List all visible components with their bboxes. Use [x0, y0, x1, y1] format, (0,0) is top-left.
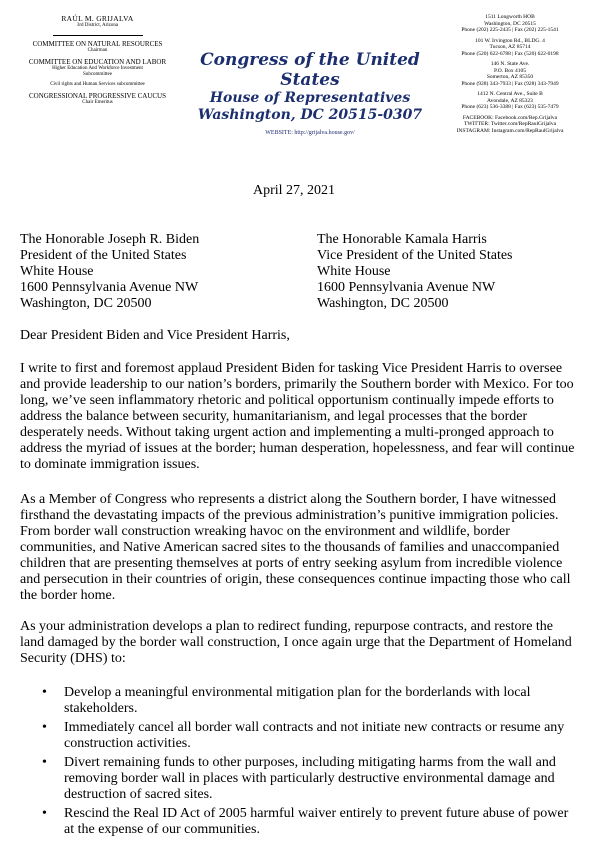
office-dc	[425, 14, 595, 34]
list-item-text: Rescind the Real ID Act of 2005 harmful waiver entirely to prevent future abuse of power at the expense of our communities.	[64, 806, 569, 837]
list-item	[40, 755, 580, 803]
member-district: 3rd District, Arizona	[76, 23, 119, 28]
website-link[interactable]: WEBSITE: http://grijalva.house.gov/	[265, 130, 355, 136]
office-line: Phone (520) 622-6788 | Fax (520) 622-0198	[461, 50, 559, 57]
social-links	[425, 115, 595, 135]
committee-2-sub-1-role: Subcommittee	[83, 72, 112, 77]
washington-title: Washington, DC 20515-0307	[197, 107, 423, 123]
list-item-text: Divert remaining funds to other purposes, including mitigating harms from the wall and removing border wall in places with particularly destructive environmental damage and destruction of sacred sites.	[64, 755, 556, 802]
recipient-block-president	[20, 232, 199, 312]
office-line: Avondale, AZ 85323	[487, 97, 533, 104]
committee-2-sub-1: Higher Education And Workforce Investment	[52, 66, 143, 71]
office-line: Tucson, AZ 85714	[489, 44, 531, 50]
list-item-text: Develop a meaningful environmental mitigation plan for the borderlands with local stakeholders.	[64, 685, 531, 716]
letterhead-center	[175, 50, 445, 136]
list-item	[40, 720, 580, 752]
recipient-line: White House	[317, 264, 391, 279]
letter-date: April 27, 2021	[253, 183, 336, 198]
caucus: CONGRESSIONAL PROGRESSIVE CAUCUS	[28, 92, 167, 100]
list-item	[40, 806, 580, 838]
request-list	[40, 685, 580, 841]
paragraph-2: As a Member of Congress who represents a district along the Southern border, I have witnessed firsthand the devastating impacts of the previous administration’s punitive immigration policies. From border wall construction wreaking havoc on the environment and wildlife, border communities, and Native American sacred sites to the thousands of families and unaccompanied children that are presenting themselves at ports of entry seeking asylum from incredible violence and persecution in their countries of origin, these consequences continue impacting those who call the border home.	[20, 492, 571, 603]
office-line: 1511 Longworth HOB	[485, 14, 535, 20]
member-name: RAÚL M. GRIJALVA	[61, 14, 134, 23]
twitter-link[interactable]: TWITTER: Twitter.com/RepRaulGrijalva	[463, 121, 557, 127]
office-tucson	[425, 38, 595, 58]
letterhead-right	[425, 14, 595, 134]
paragraph-3: As your administration develops a plan to redirect funding, repurpose contracts, and restore the land damaged by the border wall construction, I once again urge that the Department of Homeland Security (DHS) to:	[20, 619, 572, 666]
office-line: P.O. Box 4105	[493, 67, 527, 74]
committee-2: COMMITTEE ON EDUCATION AND LABOR	[28, 58, 167, 66]
committee-2-sub-2: Civil rights and Human Services subcommittee	[50, 82, 145, 87]
recipient-line: Vice President of the United States	[317, 248, 513, 263]
paragraph-1: I write to first and foremost applaud President Biden for tasking Vice President Harris to oversee and provide leadership to our nation’s borders, primarily the Southern border with Mexico. For too long, we’ve seen inflammatory rhetoric and political opportunism continually impede efforts to address the balance between security, humanitarianism, and legal processes that the border desperately needs. Without taking urgent action and implementing a multi-pronged approach to address the myriad of issues at the border; human desperation, hopelessness, and fear will continue to dominate immigration issues.	[20, 361, 575, 472]
office-avondale	[425, 91, 595, 111]
recipient-line: Washington, DC 20500	[20, 296, 152, 311]
list-item	[40, 685, 580, 717]
office-line: Phone (202) 225-2435 | Fax (202) 225-1541	[461, 27, 559, 33]
recipient-line: The Honorable Kamala Harris	[317, 232, 487, 247]
office-line: 101 W. Irvington Rd., BLDG. 4	[475, 37, 545, 44]
office-line: Washington, DC 20515	[484, 20, 536, 27]
congress-title: Congress of the United States	[200, 50, 420, 90]
recipient-line: The Honorable Joseph R. Biden	[20, 232, 200, 247]
office-line: Somerton, AZ 85350	[486, 74, 534, 80]
committee-1: COMMITTEE ON NATURAL RESOURCES	[32, 40, 163, 48]
letterhead-left	[20, 15, 175, 106]
office-line: Phone (928) 343-7933 | Fax (928) 343-7949	[461, 80, 559, 87]
office-somerton	[425, 61, 595, 87]
recipient-block-vice-president	[317, 232, 513, 312]
bullet-icon: •	[42, 755, 47, 770]
instagram-link[interactable]: INSTAGRAM: Instagram.com/RepRaulGrijalva	[456, 127, 564, 134]
bullet-icon: •	[42, 806, 47, 821]
list-item-text: Immediately cancel all border wall contracts and not initiate new contracts or resume any construction activities.	[64, 720, 565, 751]
office-line: 146 N. State Ave.	[490, 61, 530, 67]
office-line: 1412 N. Central Ave., Suite B	[477, 91, 543, 97]
bullet-icon: •	[42, 685, 47, 700]
recipient-line: Washington, DC 20500	[317, 296, 449, 311]
recipient-line: 1600 Pennsylvania Avenue NW	[20, 280, 199, 295]
salutation: Dear President Biden and Vice President Harris,	[20, 328, 290, 343]
recipient-line: White House	[20, 264, 94, 279]
facebook-link[interactable]: FACEBOOK: Facebook.com/Rep.Grijalva	[462, 114, 558, 121]
office-line: Phone (623) 536-3388 | Fax (623) 535-7479	[461, 104, 559, 110]
recipient-line: 1600 Pennsylvania Avenue NW	[317, 280, 496, 295]
committee-1-role: Chairman	[87, 48, 108, 53]
bullet-icon: •	[42, 720, 47, 735]
house-title: House of Representatives	[209, 90, 411, 106]
caucus-role: Chair Emeritus	[82, 100, 113, 105]
recipient-line: President of the United States	[20, 248, 187, 263]
divider	[53, 35, 143, 36]
